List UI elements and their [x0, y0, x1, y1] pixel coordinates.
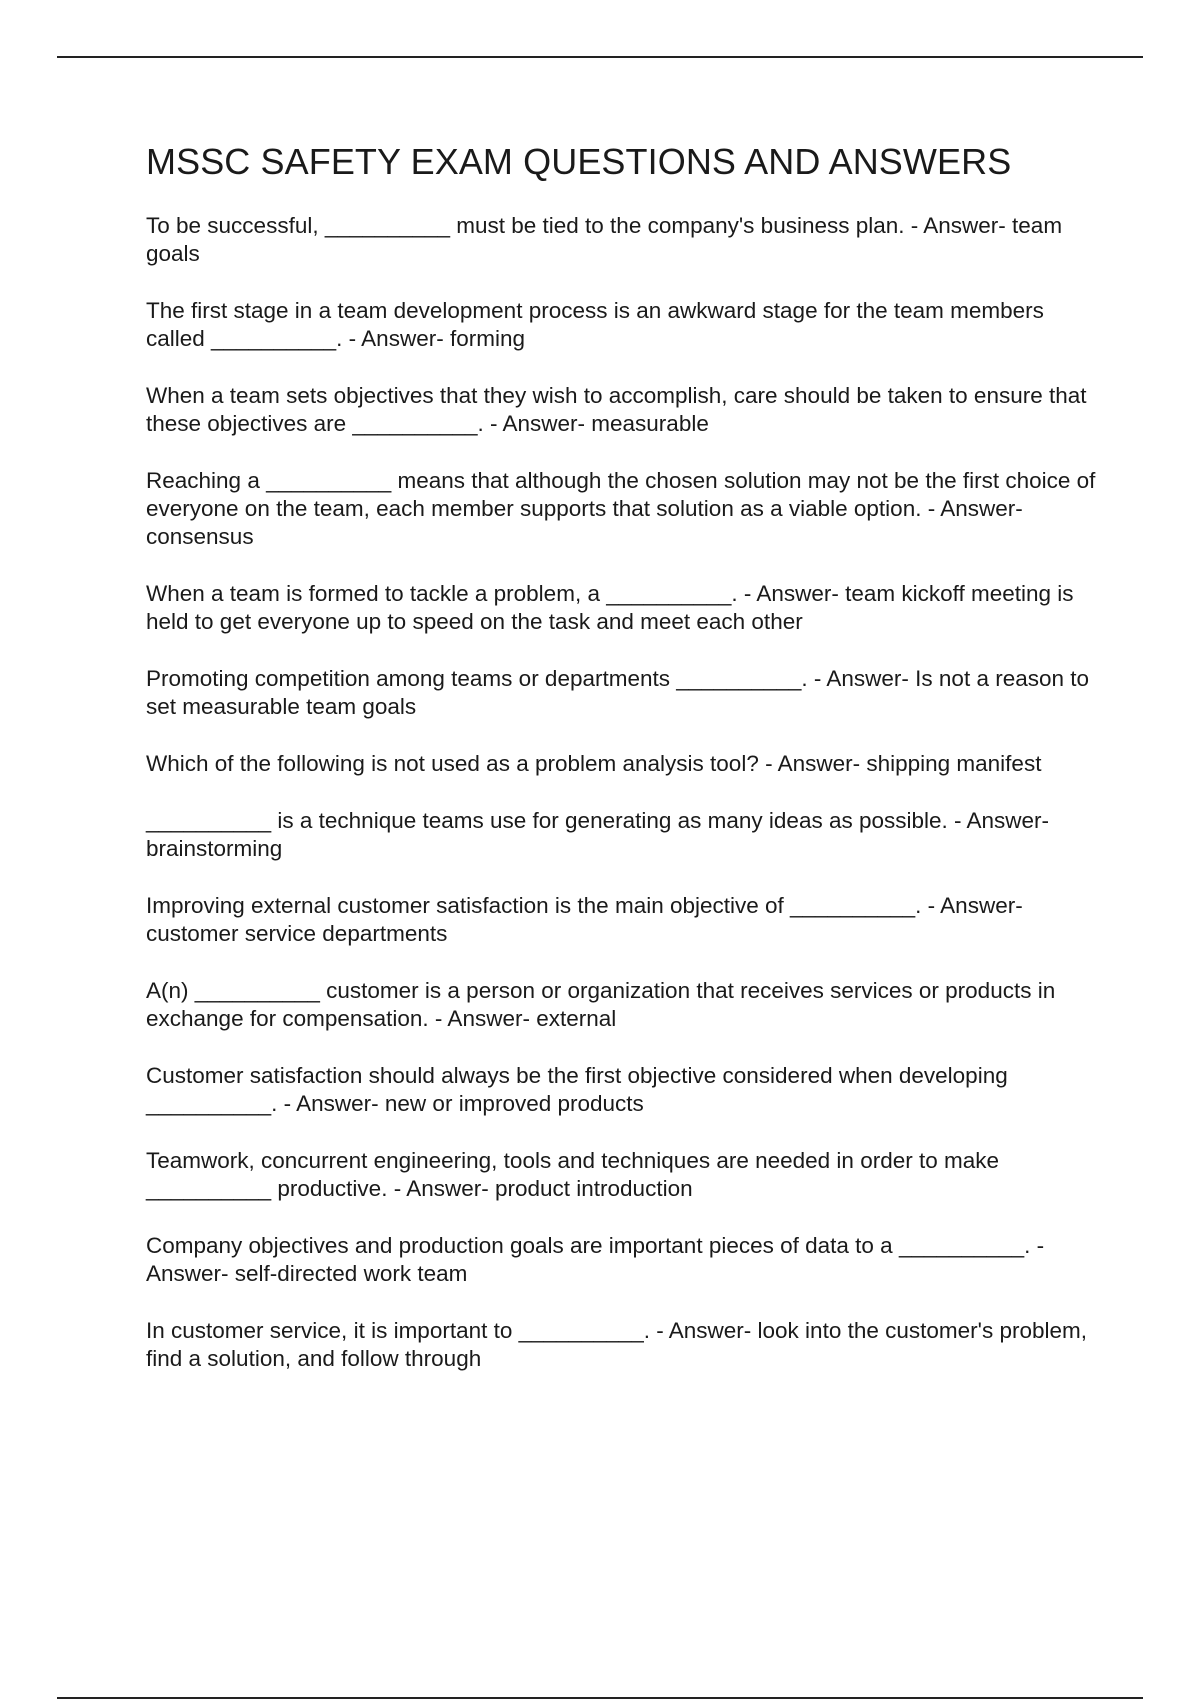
qa-item: In customer service, it is important to __________. - Answer- look into the customer's problem, find a solution, and follow through	[146, 1318, 1087, 1371]
qa-item: Customer satisfaction should always be the first objective considered when developing __________. - Answer- new or improved products	[146, 1063, 1008, 1116]
qa-item: The first stage in a team development process is an awkward stage for the team members called __________. - Answer- forming	[146, 298, 1044, 351]
qa-list	[146, 212, 1096, 1373]
qa-item: __________ is a technique teams use for generating as many ideas as possible. - Answer- brainstorming	[146, 808, 1050, 861]
qa-item: Teamwork, concurrent engineering, tools and techniques are needed in order to make __________ productive. - Answer- product introduction	[146, 1148, 1000, 1201]
qa-item: Promoting competition among teams or departments __________. - Answer- Is not a reason to set measurable team goals	[146, 666, 1090, 719]
header-rule	[57, 56, 1143, 58]
document-title: MSSC SAFETY EXAM QUESTIONS AND ANSWERS	[146, 141, 1012, 182]
qa-item: Which of the following is not used as a problem analysis tool? - Answer- shipping manifest	[146, 751, 1042, 776]
qa-item: Reaching a __________ means that although the chosen solution may not be the first choice of everyone on the team, each member supports that solution as a viable option. - Answer- consensus	[146, 468, 1096, 549]
qa-item: Company objectives and production goals are important pieces of data to a __________. - Answer- self-directed work team	[146, 1233, 1045, 1286]
qa-item: A(n) __________ customer is a person or organization that receives services or products in exchange for compensation. - Answer- external	[146, 978, 1056, 1031]
qa-item: When a team sets objectives that they wish to accomplish, care should be taken to ensure that these objectives are __________. - Answer- measurable	[146, 383, 1087, 436]
qa-item: To be successful, __________ must be tied to the company's business plan. - Answer- team goals	[146, 213, 1063, 266]
footer-rule	[57, 1697, 1143, 1699]
qa-item: When a team is formed to tackle a problem, a __________. - Answer- team kickoff meeting is held to get everyone up to speed on the task and meet each other	[146, 581, 1074, 634]
document-body	[146, 140, 1096, 1402]
qa-item: Improving external customer satisfaction is the main objective of __________. - Answer- customer service departments	[146, 893, 1023, 946]
